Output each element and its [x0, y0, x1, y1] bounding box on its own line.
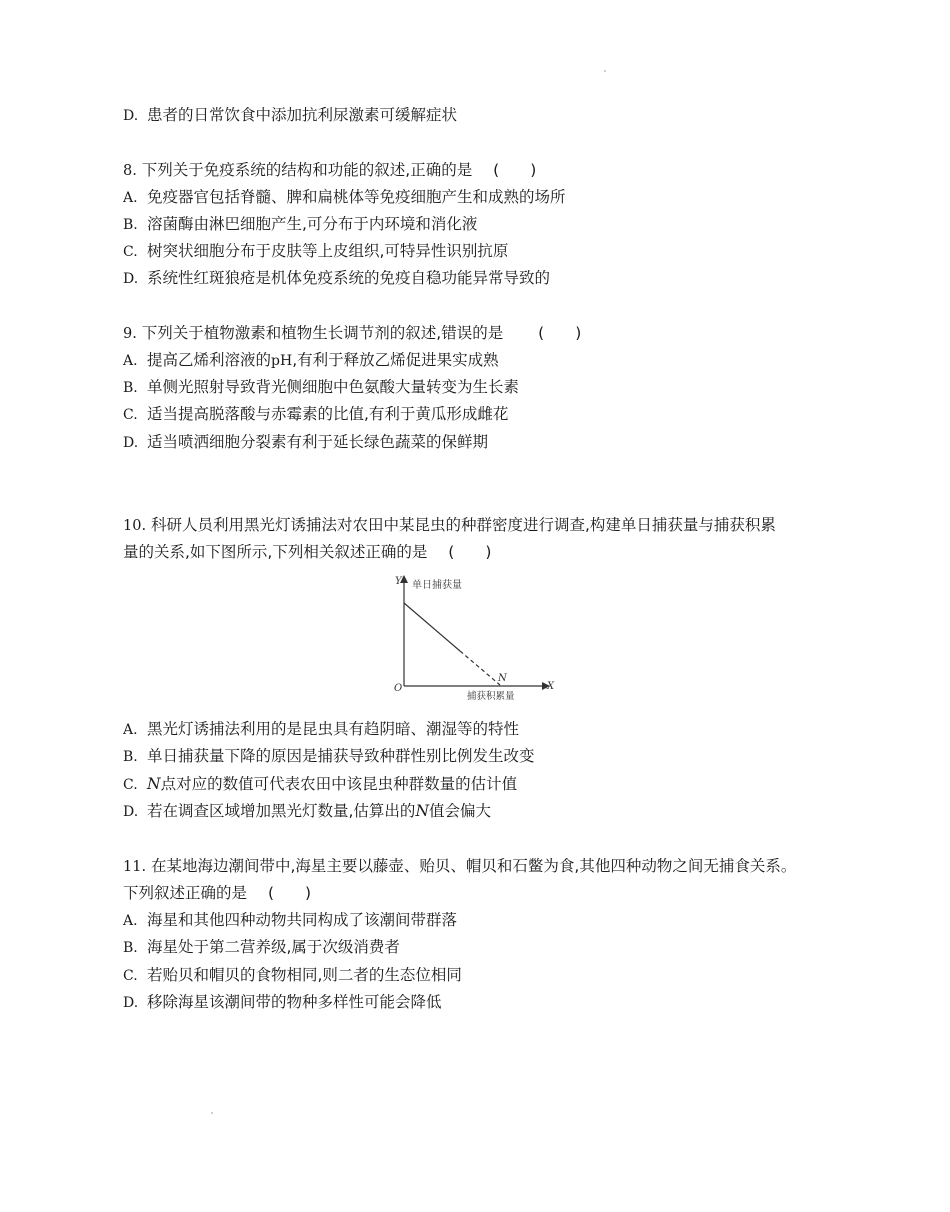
answer-blank: ( ) [538, 324, 582, 342]
option-letter: D. [123, 804, 139, 820]
q11-option-a [123, 910, 457, 931]
y-axis-letter: Y [395, 576, 402, 587]
q9-option-c [123, 404, 508, 425]
q7-option-d [123, 105, 457, 126]
option-text: 适当提高脱落酸与赤霉素的比值,有利于黄瓜形成雌花 [147, 405, 509, 423]
option-letter: A. [123, 722, 138, 738]
q10-graph [385, 572, 565, 704]
q8-option-b [123, 214, 477, 235]
answer-blank: ( ) [267, 884, 312, 902]
option-text: 若贻贝和帽贝的食物相同,则二者的生态位相同 [147, 966, 462, 984]
scan-dot [604, 70, 606, 72]
point-n-label: N [498, 673, 507, 684]
variable-n: N [415, 802, 429, 820]
answer-blank: ( ) [448, 543, 492, 561]
q9-stem [123, 323, 581, 344]
option-letter: B. [123, 217, 138, 233]
option-text: 系统性红斑狼疮是机体免疫系统的免疫自稳功能异常导致的 [147, 269, 551, 287]
option-text-cont: ,有利于释放乙烯促进果实成熟 [292, 351, 499, 369]
q10-option-b [123, 746, 535, 767]
q9-option-b [123, 377, 519, 398]
option-letter: A. [123, 353, 138, 369]
option-text: 患者的日常饮食中添加抗利尿激素可缓解症状 [147, 106, 458, 124]
option-letter: D. [123, 271, 139, 287]
x-axis-label: 捕获积累量 [467, 691, 515, 702]
option-text: 树突状细胞分布于皮肤等上皮组织,可特异性识别抗原 [147, 242, 509, 260]
question-stem: 科研人员利用黑光灯诱捕法对农田中某昆虫的种群密度进行调查,构建单日捕获量与捕获积累 [151, 516, 776, 534]
q8-stem [123, 160, 536, 181]
question-stem-cont: 量的关系,如下图所示,下列相关叙述正确的是 [123, 543, 428, 561]
option-letter: D. [123, 995, 139, 1011]
question-stem-cont: 下列叙述正确的是 [123, 884, 248, 902]
option-letter: A. [123, 913, 138, 929]
q11-option-b [123, 937, 400, 958]
q9-option-d [123, 432, 488, 453]
question-number: 8. [123, 163, 137, 179]
q10-option-a [123, 719, 519, 740]
question-stem: 在某地海边潮间带中,海星主要以藤壶、贻贝、帽贝和石鳖为食,其他四种动物之间无捕食关系。 [151, 857, 797, 875]
answer-blank: ( ) [493, 161, 537, 179]
option-text: 溶菌酶由淋巴细胞产生,可分布于内环境和消化液 [147, 215, 478, 233]
q8-option-d [123, 268, 550, 289]
variable-n: N [147, 775, 161, 793]
x-axis-letter: X [547, 681, 555, 692]
question-stem: 下列关于免疫系统的结构和功能的叙述,正确的是 [141, 161, 473, 179]
q10-option-c [123, 774, 517, 795]
q9-option-a [123, 350, 499, 371]
question-number: 9. [123, 326, 137, 342]
q11-stem-line2 [123, 883, 311, 903]
option-text: 海星和其他四种动物共同构成了该潮间带群落 [147, 911, 458, 929]
q10-option-d [123, 801, 491, 822]
q8-option-a [123, 187, 566, 208]
q10-stem-line1 [123, 515, 776, 536]
q10-stem-line2 [123, 542, 491, 562]
option-letter: B. [123, 940, 138, 956]
option-text: 海星处于第二营养级,属于次级消费者 [147, 938, 400, 956]
question-number: 11. [123, 859, 147, 875]
option-text: 适当喷洒细胞分裂素有利于延长绿色蔬菜的保鲜期 [147, 433, 489, 451]
question-number: 10. [123, 518, 147, 534]
option-text: 点对应的数值可代表农田中该昆虫种群数量的估计值 [160, 775, 518, 793]
option-text: 免疫器官包括脊髓、脾和扁桃体等免疫细胞产生和成熟的场所 [147, 188, 566, 206]
option-text: 移除海星该潮间带的物种多样性可能会降低 [147, 993, 442, 1011]
q11-option-c [123, 965, 462, 986]
option-letter: B. [123, 380, 138, 396]
ph-term: pH [271, 353, 293, 369]
option-letter: D. [123, 435, 139, 451]
option-letter: C. [123, 777, 138, 793]
option-letter: C. [123, 244, 138, 260]
trend-line-dashed [460, 651, 500, 685]
option-text-cont: 值会偏大 [429, 802, 492, 820]
option-letter: C. [123, 968, 138, 984]
q11-option-d [123, 992, 442, 1013]
y-axis-label: 单日捕获量 [412, 580, 462, 591]
option-text: 提高乙烯利溶液的 [147, 351, 272, 369]
origin-label: O [394, 683, 403, 694]
option-text: 单侧光照射导致背光侧细胞中色氨酸大量转变为生长素 [147, 378, 520, 396]
option-letter: B. [123, 749, 138, 765]
question-stem: 下列关于植物激素和植物生长调节剂的叙述,错误的是 [141, 324, 504, 342]
scan-dot [211, 1112, 213, 1114]
option-letter: C. [123, 407, 138, 423]
trend-line-solid [404, 603, 460, 651]
option-text: 若在调查区域增加黑光灯数量,估算出的 [147, 802, 416, 820]
option-letter: A. [123, 190, 138, 206]
q8-option-c [123, 241, 508, 262]
option-text: 单日捕获量下降的原因是捕获导致种群性别比例发生改变 [147, 747, 535, 765]
option-text: 黑光灯诱捕法利用的是昆虫具有趋阴暗、潮湿等的特性 [147, 720, 520, 738]
q11-stem-line1 [123, 856, 796, 877]
option-letter: D. [123, 108, 139, 124]
